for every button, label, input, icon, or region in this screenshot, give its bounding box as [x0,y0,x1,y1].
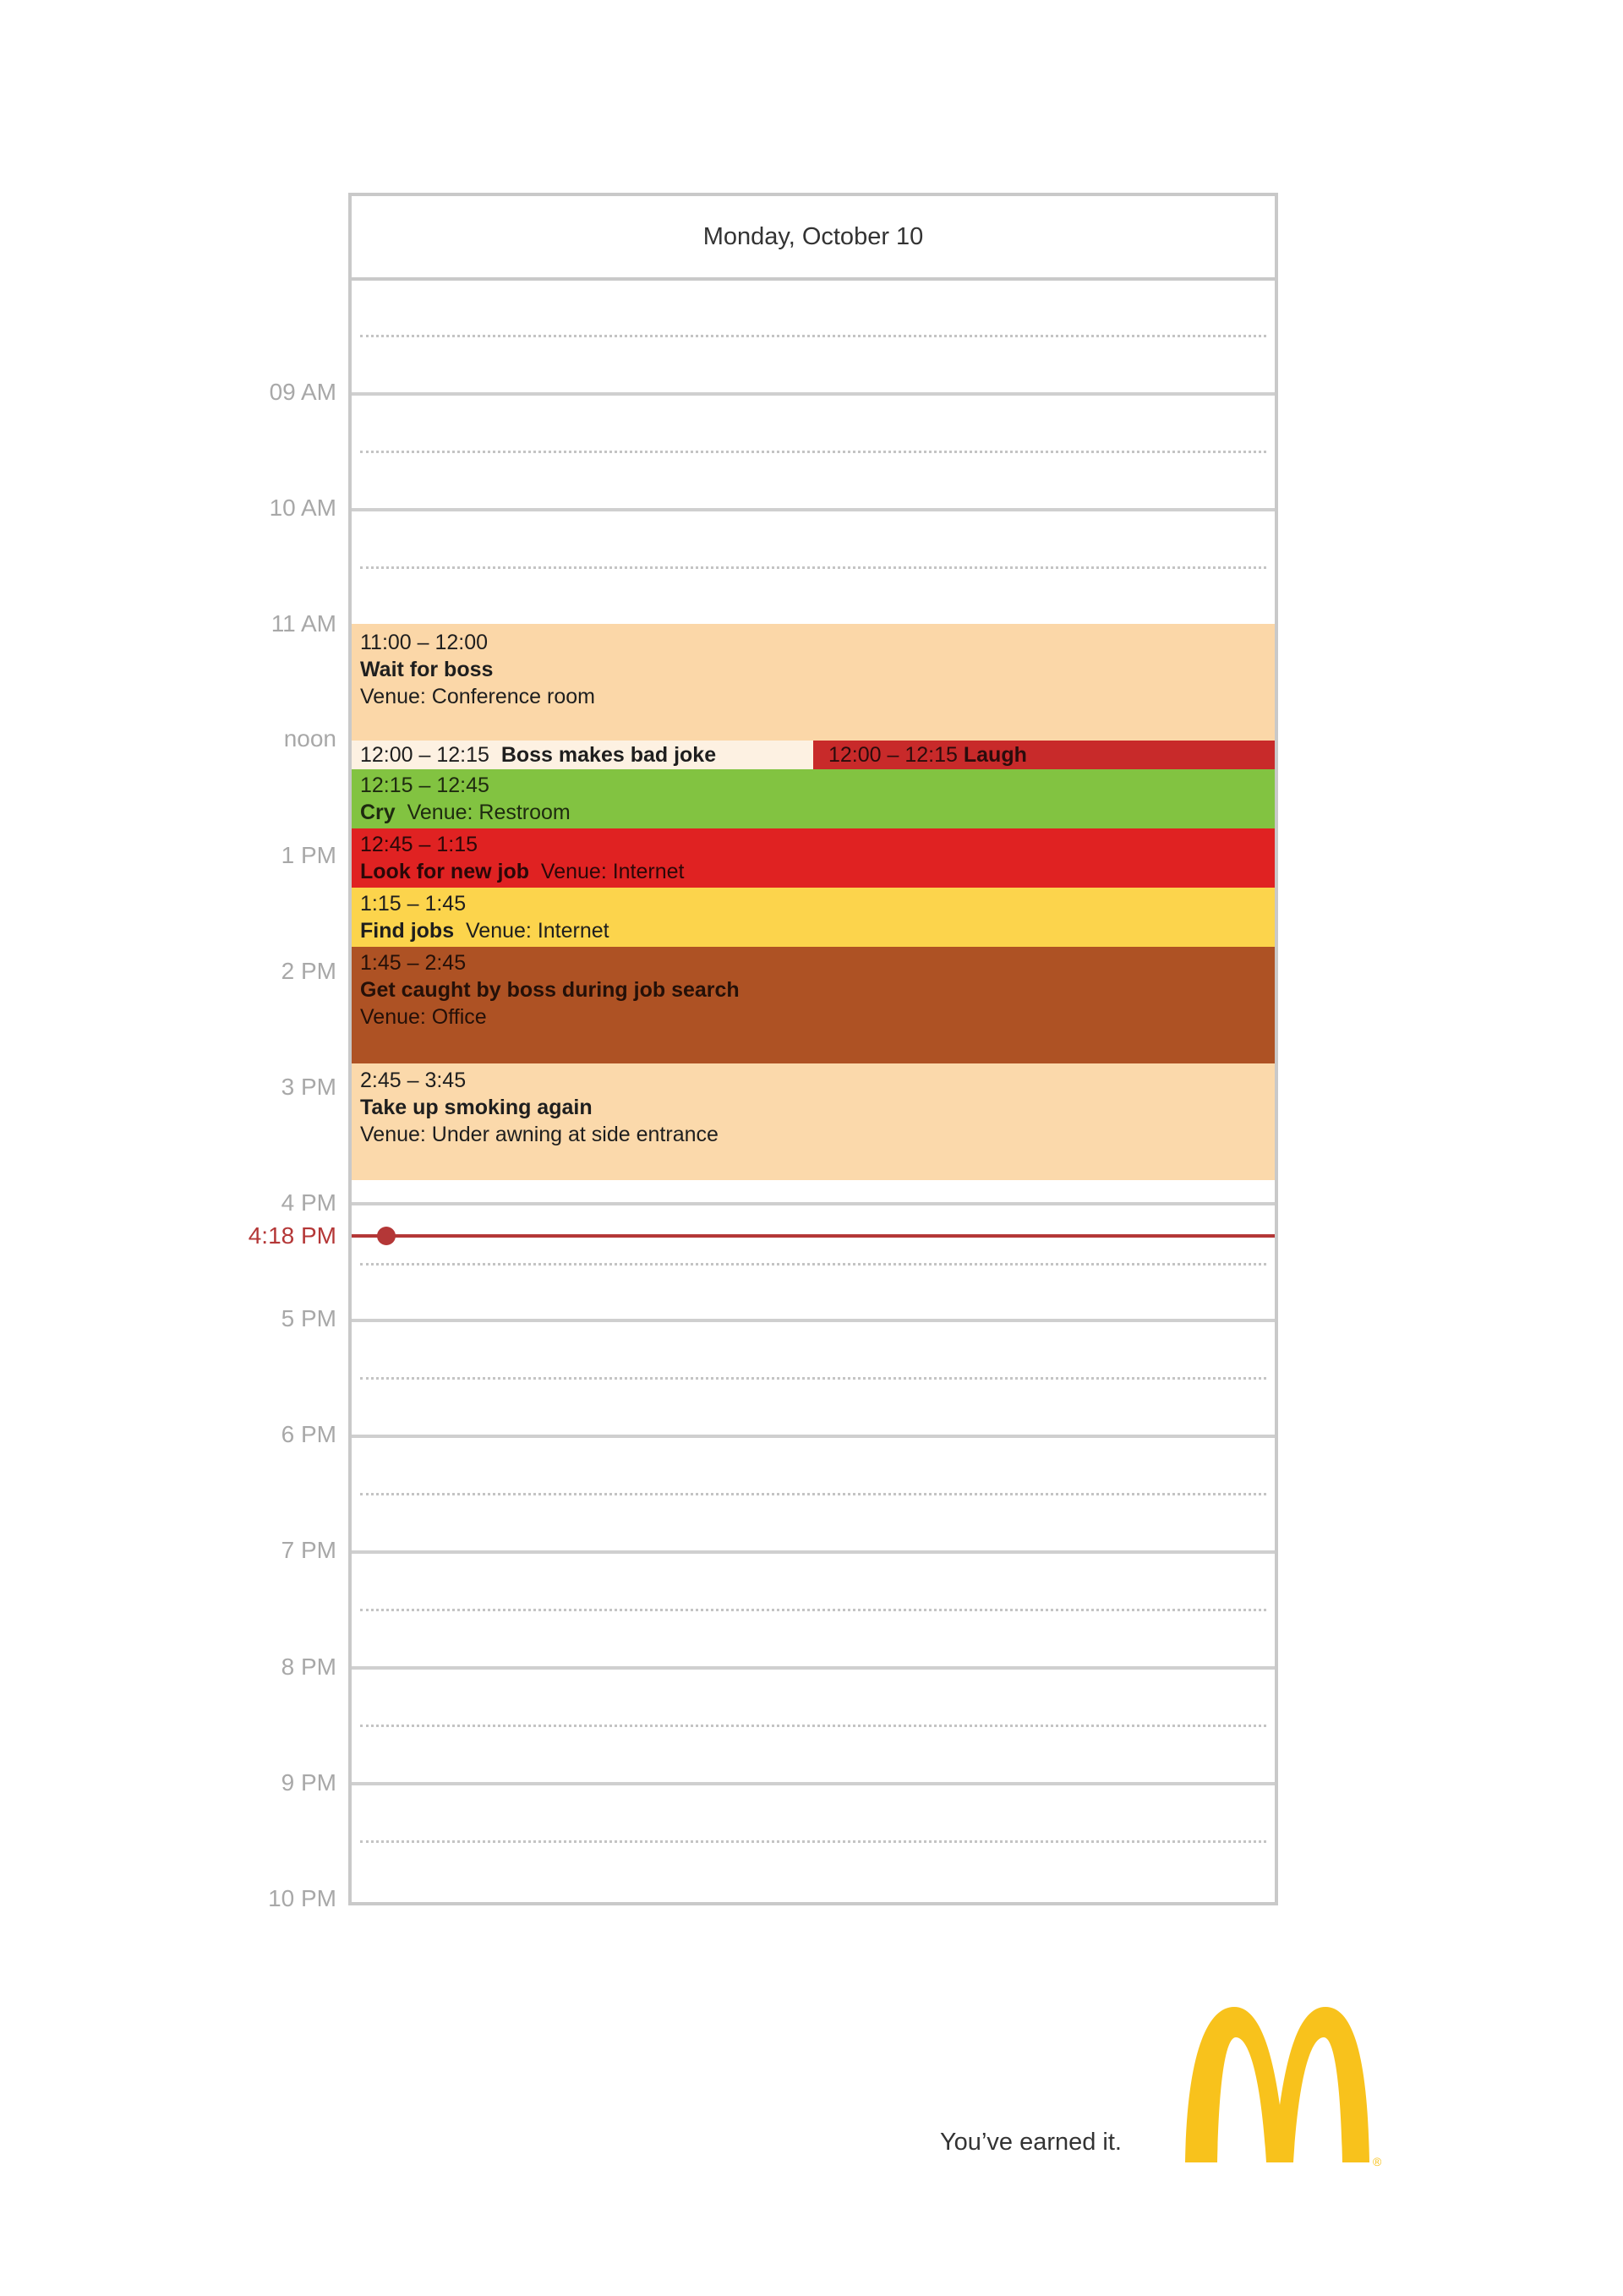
day-calendar [348,193,1278,1905]
time-label: 8 PM [281,1654,336,1680]
hour-line-6pm [352,1435,1275,1438]
calendar-date-title: Monday, October 10 [352,196,1275,281]
event-time: 11:00 – 12:00 [360,631,489,654]
event-time: 12:15 – 12:45 [360,774,489,797]
half-hour-line [360,451,1266,453]
event-venue: Venue: Office [360,1005,487,1029]
event-time: 12:00 – 12:15 [828,743,958,767]
hour-line-5pm [352,1319,1275,1322]
event-time: 1:45 – 2:45 [360,951,467,975]
hour-line-8pm [352,1666,1275,1670]
event-title: Wait for boss [360,658,494,681]
event-title: Get caught by boss during job search [360,978,740,1002]
event-wait-for-boss[interactable] [352,624,1275,741]
half-hour-line [360,1493,1266,1495]
hour-line-7pm [352,1550,1275,1554]
half-hour-line [360,1377,1266,1380]
event-take-up-smoking[interactable] [352,1063,1275,1180]
event-find-jobs[interactable] [352,888,1275,947]
time-label: 10 PM [268,1885,336,1911]
time-label: 7 PM [281,1537,336,1563]
event-boss-makes-bad-joke[interactable] [352,741,813,769]
event-time: 1:15 – 1:45 [360,892,467,916]
half-hour-line [360,1840,1266,1843]
event-laugh[interactable] [813,741,1275,769]
time-label: 11 AM [270,610,336,637]
hour-line-09am [352,392,1275,396]
event-time: 12:00 – 12:15 [360,743,489,767]
time-label: 2 PM [281,958,336,984]
current-time-label: 4:18 PM [248,1222,336,1249]
event-get-caught-by-boss[interactable] [352,947,1275,1063]
event-venue: Venue: Internet [540,860,685,883]
time-label: 6 PM [281,1421,336,1447]
half-hour-line [360,1609,1266,1611]
event-title: Boss makes bad joke [500,743,717,767]
time-label: 10 AM [269,495,336,521]
event-venue: Venue: Internet [466,919,609,943]
half-hour-line [360,1263,1266,1266]
golden-arches-logo-icon [1182,2004,1382,2168]
event-title: Find jobs [360,919,455,943]
half-hour-line [360,1725,1266,1727]
time-label: 3 PM [281,1074,336,1100]
time-label: 1 PM [281,842,336,868]
event-title: Laugh [963,743,1027,767]
time-label: 5 PM [281,1305,336,1331]
half-hour-line [360,335,1266,337]
half-hour-line [360,566,1266,569]
time-label: 4 PM [281,1189,336,1216]
event-venue: Venue: Restroom [407,801,571,824]
event-time: 2:45 – 3:45 [360,1069,467,1092]
event-time: 12:45 – 1:15 [360,833,478,856]
event-title: Take up smoking again [360,1096,593,1119]
current-time-line [352,1234,1275,1238]
event-venue: Venue: Conference room [360,685,595,708]
time-label: 9 PM [281,1769,336,1796]
event-venue: Venue: Under awning at side entrance [360,1123,719,1146]
hour-line-4pm [352,1202,1275,1205]
tagline: You’ve earned it. [940,2129,1122,2156]
time-label: noon [283,725,336,752]
event-cry[interactable] [352,769,1275,828]
registered-mark: ® [1373,2155,1382,2168]
event-look-for-new-job[interactable] [352,828,1275,888]
time-label: 09 AM [269,379,336,405]
hour-line-10am [352,508,1275,511]
hour-line-9pm [352,1782,1275,1785]
event-title: Cry [360,801,396,824]
event-title: Look for new job [360,860,529,883]
current-time-dot [377,1227,396,1245]
